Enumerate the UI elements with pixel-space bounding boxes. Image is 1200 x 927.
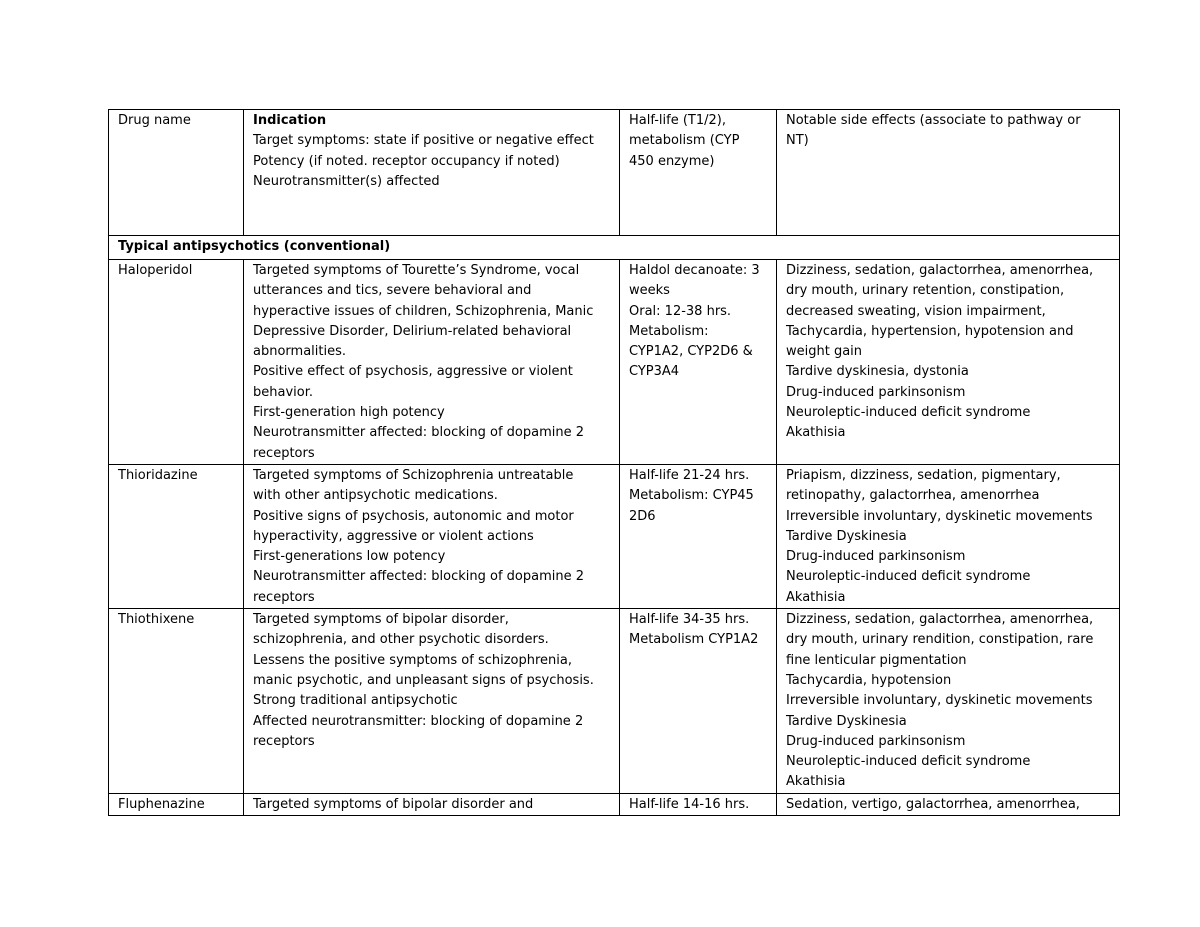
half-life-cell — [620, 464, 777, 608]
cell-text-line: Neurotransmitter(s) affected — [253, 173, 440, 189]
side-effects-cell — [777, 609, 1120, 794]
cell-text-line: Positive signs of psychosis, autonomic and motor — [253, 508, 574, 524]
cell-text-line: Lessens the positive symptoms of schizophrenia, — [253, 652, 573, 668]
cell-text-line: First-generation high potency — [253, 405, 445, 421]
cell-text-line: Tardive dyskinesia, dystonia — [786, 364, 969, 380]
cell-text-line: Irreversible involuntary, dyskinetic movements — [786, 693, 1093, 709]
drug-table — [108, 109, 1120, 816]
cell-text-line: dry mouth, urinary rendition, constipation, rare — [786, 632, 1094, 648]
side-effects-cell — [777, 464, 1120, 608]
cell-text-line: NT) — [786, 133, 809, 149]
cell-text-line: weight gain — [786, 344, 863, 360]
cell-text-line: Targeted symptoms of bipolar disorder and — [253, 796, 534, 812]
cell-text-line: Half-life (T1/2), — [629, 113, 726, 128]
cell-text-line: Tardive Dyskinesia — [786, 528, 907, 544]
header-half-life — [620, 110, 777, 236]
cell-text-line: decreased sweating, vision impairment, — [786, 303, 1046, 319]
cell-text-line: Neuroleptic-induced deficit syndrome — [786, 754, 1031, 770]
cell-text-line: Drug-induced parkinsonism — [786, 384, 966, 400]
cell-text-line: hyperactivity, aggressive or violent actions — [253, 528, 534, 544]
table-row — [109, 260, 1120, 465]
indication-cell — [244, 793, 620, 815]
cell-text-line: Metabolism CYP1A2 — [629, 632, 759, 648]
cell-text-line: Half-life 34-35 hrs. — [629, 612, 750, 628]
table-row — [109, 464, 1120, 608]
cell-text-line: Akathisia — [786, 425, 846, 441]
half-life-cell — [620, 609, 777, 794]
drug-name-cell: Haloperidol — [109, 260, 244, 465]
cell-text-line: 450 enzyme) — [629, 153, 715, 169]
cell-text-line: Drug-induced parkinsonism — [786, 733, 966, 749]
cell-text-line: CYP3A4 — [629, 364, 680, 380]
section-title: Typical antipsychotics (conventional) — [109, 236, 1120, 260]
cell-text-line: Irreversible involuntary, dyskinetic movements — [786, 508, 1093, 524]
cell-text-line: retinopathy, galactorrhea, amenorrhea — [786, 488, 1040, 504]
cell-text-line: Akathisia — [786, 774, 846, 790]
side-effects-cell — [777, 260, 1120, 465]
indication-cell — [244, 260, 620, 465]
cell-text-line: Half-life 21-24 hrs. — [629, 467, 750, 483]
cell-text-line: abnormalities. — [253, 344, 346, 360]
cell-text-line: Tachycardia, hypertension, hypotension and — [786, 323, 1074, 339]
cell-text-line: CYP1A2, CYP2D6 & — [629, 344, 753, 360]
cell-text-line: Akathisia — [786, 589, 846, 605]
cell-text-line: Neuroleptic-induced deficit syndrome — [786, 569, 1031, 585]
cell-text-line: Targeted symptoms of bipolar disorder, — [253, 612, 509, 628]
cell-text-line: Positive effect of psychosis, aggressive or violent — [253, 364, 573, 380]
half-life-cell — [620, 260, 777, 465]
indication-title: Indication — [253, 113, 327, 128]
cell-text-line: Targeted symptoms of Tourette’s Syndrome, vocal — [253, 263, 580, 278]
header-drug-name: Drug name — [109, 110, 244, 236]
cell-text-line: Tardive Dyskinesia — [786, 713, 907, 729]
drug-name-cell: Fluphenazine — [109, 793, 244, 815]
cell-text-line: Strong traditional antipsychotic — [253, 693, 458, 709]
cell-text-line: Half-life 14-16 hrs. — [629, 796, 750, 812]
drug-name-cell: Thiothixene — [109, 609, 244, 794]
cell-text-line: Notable side effects (associate to pathway or — [786, 113, 1081, 128]
cell-text-line: Dizziness, sedation, galactorrhea, amenorrhea, — [786, 263, 1094, 278]
header-side-effects — [777, 110, 1120, 236]
cell-text-line: receptors — [253, 589, 315, 605]
cell-text-line: Drug-induced parkinsonism — [786, 549, 966, 565]
cell-text-line: Priapism, dizziness, sedation, pigmentary, — [786, 467, 1061, 483]
side-effects-cell — [777, 793, 1120, 815]
header-indication — [244, 110, 620, 236]
cell-text-line: Neurotransmitter affected: blocking of dopamine 2 — [253, 425, 584, 441]
cell-text-line: hyperactive issues of children, Schizophrenia, Manic — [253, 303, 594, 319]
cell-text-line: Targeted symptoms of Schizophrenia untreatable — [253, 467, 574, 483]
section-row — [109, 236, 1120, 260]
table-row — [109, 609, 1120, 794]
cell-text-line: First-generations low potency — [253, 549, 446, 565]
cell-text-line: Oral: 12-38 hrs. — [629, 303, 732, 319]
header-row — [109, 110, 1120, 236]
cell-text-line: Potency (if noted. receptor occupancy if noted) — [253, 153, 560, 169]
cell-text-line: fine lenticular pigmentation — [786, 652, 967, 668]
cell-text-line: Target symptoms: state if positive or negative effect — [253, 133, 594, 149]
drug-name-cell: Thioridazine — [109, 464, 244, 608]
cell-text-line: Haldol decanoate: 3 — [629, 263, 760, 278]
half-life-cell — [620, 793, 777, 815]
cell-text-line: Neurotransmitter affected: blocking of dopamine 2 — [253, 569, 584, 585]
cell-text-line: Neuroleptic-induced deficit syndrome — [786, 405, 1031, 421]
cell-text-line: schizophrenia, and other psychotic disorders. — [253, 632, 549, 648]
cell-text-line: manic psychotic, and unpleasant signs of psychosis. — [253, 672, 594, 688]
table-row — [109, 793, 1120, 815]
cell-text-line: utterances and tics, severe behavioral and — [253, 283, 532, 299]
cell-text-line: Metabolism: CYP45 — [629, 488, 754, 504]
cell-text-line: Tachycardia, hypotension — [786, 672, 952, 688]
cell-text-line: with other antipsychotic medications. — [253, 488, 498, 504]
cell-text-line: Depressive Disorder, Delirium-related behavioral — [253, 323, 572, 339]
cell-text-line: receptors — [253, 445, 315, 461]
cell-text-line: Dizziness, sedation, galactorrhea, amenorrhea, — [786, 612, 1094, 628]
cell-text-line: behavior. — [253, 384, 313, 400]
cell-text-line: weeks — [629, 283, 670, 299]
cell-text-line: Sedation, vertigo, galactorrhea, amenorrhea, — [786, 796, 1080, 812]
cell-text-line: dry mouth, urinary retention, constipation, — [786, 283, 1065, 299]
indication-cell — [244, 464, 620, 608]
cell-text-line: Metabolism: — [629, 323, 709, 339]
cell-text-line: Affected neurotransmitter: blocking of dopamine 2 — [253, 713, 584, 729]
cell-text-line: receptors — [253, 733, 315, 749]
cell-text-line: metabolism (CYP — [629, 133, 740, 149]
cell-text-line: 2D6 — [629, 508, 656, 524]
indication-cell — [244, 609, 620, 794]
